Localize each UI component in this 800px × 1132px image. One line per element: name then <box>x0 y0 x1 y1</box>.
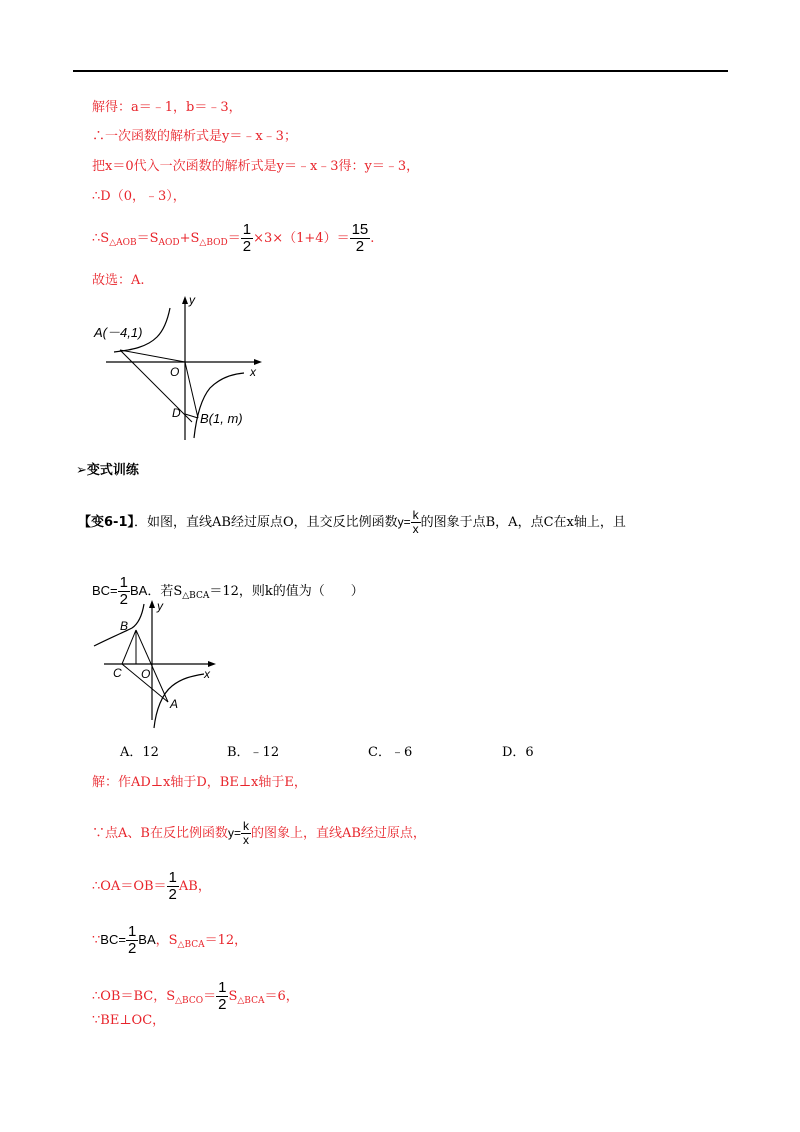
fraction-k-over-x: $\frac{k}{x}$ <box>242 819 249 847</box>
header-rule <box>73 70 728 72</box>
option-c[interactable]: C．﹣6 <box>368 745 413 760</box>
figure2-label-c: C <box>113 666 122 680</box>
solution2-line6: ∵BE⊥OC， <box>92 1013 166 1028</box>
solution1-line4: ∴D（0，﹣3）， <box>92 189 186 204</box>
fraction-one-half: $\frac{1}{2}$ <box>127 923 137 957</box>
problem-tag: 【变6-1】 <box>78 515 134 530</box>
solution2-line5: ∴OB＝BC，$S_{\triangle BCO}=$ $\frac{1}{2}$ $S_{\triangle BCA}=6$， <box>92 979 299 1013</box>
figure2-graph <box>92 598 222 730</box>
problem-statement-line1: 【变6-1】．如图，直线AB经过原点O，且交反比例函数y= $\frac{k}{x}$ 的图象于点B，A，点C在x轴上，且 <box>78 508 626 536</box>
fraction-one-half: $\frac{1}{2}$ <box>242 221 252 255</box>
fraction-fifteen-halves: $\frac{15}{2}$ <box>351 221 369 255</box>
figure1-label-b: B(1, m) <box>200 411 243 426</box>
solution1-line5: $\therefore S_{\triangle AOB}=S_{AOD}+S_{\triangle BOD}=$ $\frac{1}{2}$ ×3×（1+4）＝ $\frac{15}{2}$ . <box>92 221 375 255</box>
solution1-line1: 解得：a＝﹣1，b＝﹣3， <box>92 100 242 115</box>
figure1-label-d: D <box>172 406 181 420</box>
problem-statement-line2: BC= $\frac{1}{2}$ BA．若$S_{\triangle BCA}=12$，则k的值为（ ） <box>92 574 364 608</box>
figure1-label-x: x <box>250 365 256 379</box>
figure2-label-o: O <box>141 667 151 681</box>
fraction-one-half: $\frac{1}{2}$ <box>119 574 128 608</box>
solution2-line1: 解：作AD⊥x轴于D，BE⊥x轴于E， <box>92 775 307 790</box>
fraction-one-half: $\frac{1}{2}$ <box>218 979 227 1013</box>
option-d[interactable]: D．6 <box>502 745 534 760</box>
figure2-label-x: x <box>204 667 210 681</box>
solution2-line3: ∴OA＝OB＝ $\frac{1}{2}$ AB， <box>92 869 211 903</box>
figure2-label-y: y <box>157 599 163 613</box>
figure2-label-b: B <box>120 619 129 633</box>
fraction-k-over-x: $\frac{k}{x}$ <box>412 508 419 536</box>
option-a[interactable]: A．12 <box>120 745 159 760</box>
figure2-label-a: A <box>170 697 179 711</box>
solution2-line4: ∵BC= $\frac{1}{2}$ BA，$S_{\triangle BCA}=12$， <box>92 923 248 957</box>
solution1-line6: 故选：A. <box>92 273 145 288</box>
figure1-label-a: A(－4,1) <box>94 325 143 340</box>
figure1-label-o: O <box>170 365 180 379</box>
option-b[interactable]: B．﹣12 <box>227 745 280 760</box>
solution2-line2: ∵点A、B在反比例函数y= $\frac{k}{x}$ 的图象上，直线AB经过原点， <box>92 819 426 847</box>
section-title: ➢变式训练 <box>76 463 139 478</box>
fraction-one-half: $\frac{1}{2}$ <box>168 869 177 903</box>
arrow-marker-icon: ➢ <box>76 463 87 478</box>
solution1-line3: 把x＝0代入一次函数的解析式是y＝﹣x﹣3得：y＝﹣3， <box>92 159 420 174</box>
figure1-label-y: y <box>189 293 195 307</box>
figure1-graph <box>92 292 272 444</box>
solution1-line2: ∴一次函数的解析式是y＝﹣x﹣3； <box>92 129 297 144</box>
